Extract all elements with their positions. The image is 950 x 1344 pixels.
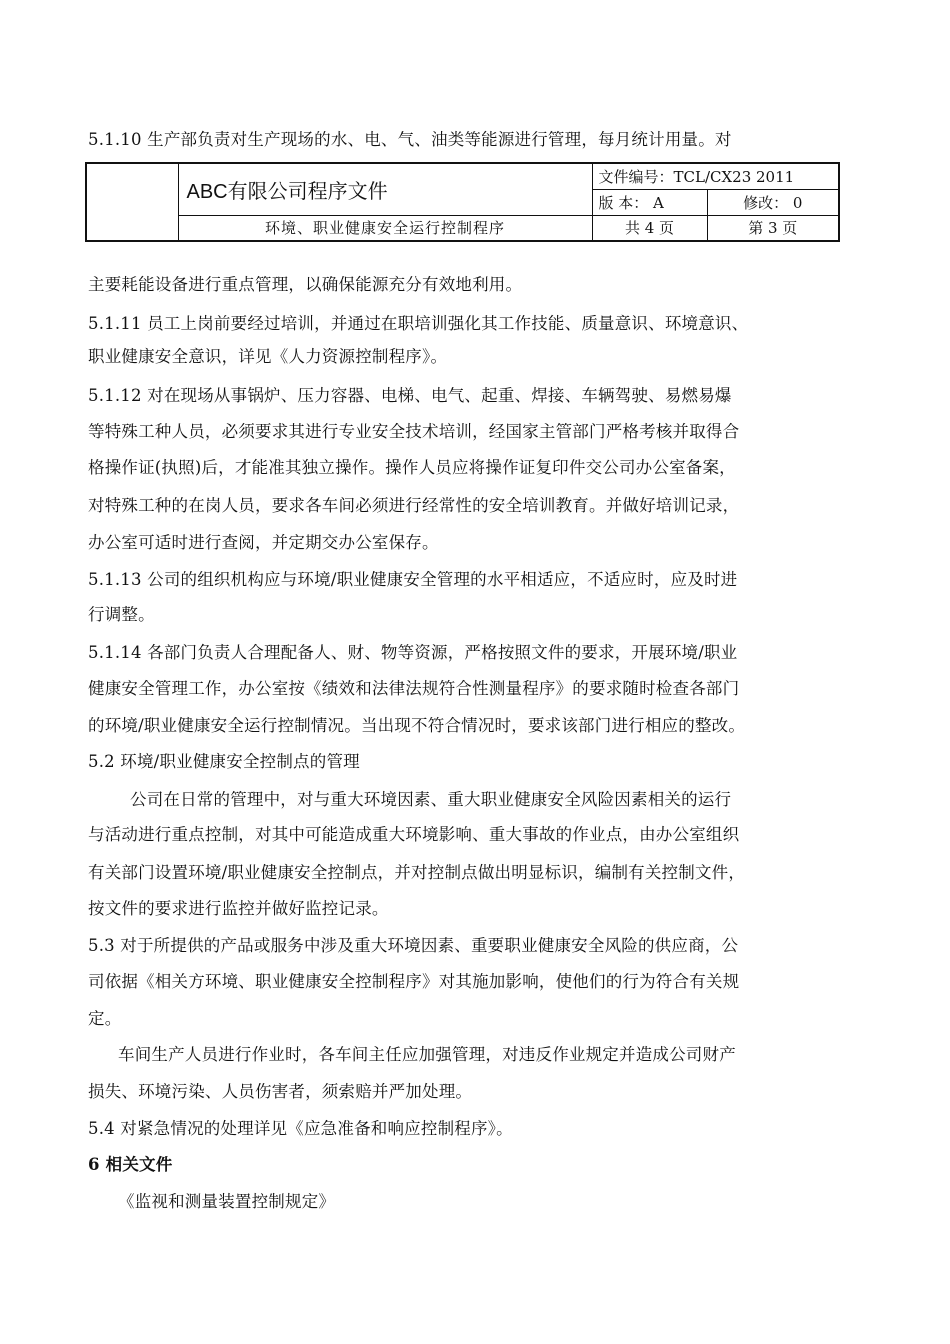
section-5-1-12: 5.1.12 对在现场从事锅炉、压力容器、电梯、电气、起重、焊接、车辆驾驶、易燃易爆	[88, 386, 732, 405]
paragraph-line: 等特殊工种人员，必须要求其进行专业安全技术培训，经国家主管部门严格考核并取得合	[88, 422, 740, 441]
paragraph-line: 格操作证(执照)后，才能准其独立操作。操作人员应将操作证复印件交公司办公室备案，	[88, 458, 736, 477]
section-5-1-13: 5.1.13 公司的组织机构应与环境/职业健康安全管理的水平相适应，不适应时，应及时进	[88, 570, 738, 589]
paragraph-line: 损失、环境污染、人员伤害者，须索赔并严加处理。	[88, 1082, 473, 1101]
section-6-heading: 6 相关文件	[88, 1155, 173, 1174]
doc-version: 版 本： A	[592, 189, 707, 215]
section-5-1-11: 5.1.11 员工上岗前要经过培训，并通过在职培训强化其工作技能、质量意识、环境意识、	[88, 314, 749, 333]
procedure-title: 环境、职业健康安全运行控制程序	[178, 215, 592, 241]
paragraph-line: 对特殊工种的在岗人员，要求各车间必须进行经常性的安全培训教育。并做好培训记录，	[88, 496, 740, 515]
paragraph-line: 健康安全管理工作，办公室按《绩效和法律法规符合性测量程序》的要求随时检查各部门	[88, 679, 740, 698]
paragraph-line: 司依据《相关方环境、职业健康安全控制程序》对其施加影响，使他们的行为符合有关规	[88, 972, 740, 991]
doc-revision: 修改： 0	[707, 189, 839, 215]
document-header-table	[85, 162, 840, 242]
total-pages: 共 4 页	[592, 215, 707, 241]
paragraph-line: 行调整。	[88, 605, 155, 624]
paragraph-line: 公司在日常的管理中，对与重大环境因素、重大职业健康安全风险因素相关的运行	[130, 790, 732, 809]
paragraph-line: 有关部门设置环境/职业健康安全控制点，并对控制点做出明显标识，编制有关控制文件，	[88, 863, 746, 882]
paragraph-line: 主要耗能设备进行重点管理，以确保能源充分有效地利用。	[88, 275, 523, 294]
paragraph-line: 办公室可适时进行查阅，并定期交办公室保存。	[88, 533, 439, 552]
paragraph-line: 的环境/职业健康安全运行控制情况。当出现不符合情况时，要求该部门进行相应的整改。	[88, 716, 746, 735]
paragraph-line: 定。	[88, 1009, 122, 1028]
logo-cell	[86, 163, 178, 241]
related-document: 《监视和测量装置控制规定》	[118, 1192, 336, 1211]
section-5-2: 5.2 环境/职业健康安全控制点的管理	[88, 752, 360, 771]
section-5-1-14: 5.1.14 各部门负责人合理配备人、财、物等资源，严格按照文件的要求，开展环境/职业	[88, 643, 738, 662]
section-5-4: 5.4 对紧急情况的处理详见《应急准备和响应控制程序》。	[88, 1119, 513, 1138]
paragraph-line: 5.1.10 生产部负责对生产现场的水、电、气、油类等能源进行管理，每月统计用量。对	[88, 130, 732, 149]
paragraph-line: 车间生产人员进行作业时，各车间主任应加强管理，对违反作业规定并造成公司财产	[118, 1045, 736, 1064]
company-doc-title: ABC有限公司程序文件	[178, 163, 592, 215]
paragraph-line: 职业健康安全意识，详见《人力资源控制程序》。	[88, 347, 448, 366]
paragraph-line: 与活动进行重点控制，对其中可能造成重大环境影响、重大事故的作业点，由办公室组织	[88, 825, 740, 844]
section-5-3: 5.3 对于所提供的产品或服务中涉及重大环境因素、重要职业健康安全风险的供应商，公	[88, 936, 739, 955]
paragraph-line: 按文件的要求进行监控并做好监控记录。	[88, 899, 389, 918]
doc-number: 文件编号：TCL/CX23 2011	[592, 163, 839, 189]
page-number: 第 3 页	[707, 215, 839, 241]
